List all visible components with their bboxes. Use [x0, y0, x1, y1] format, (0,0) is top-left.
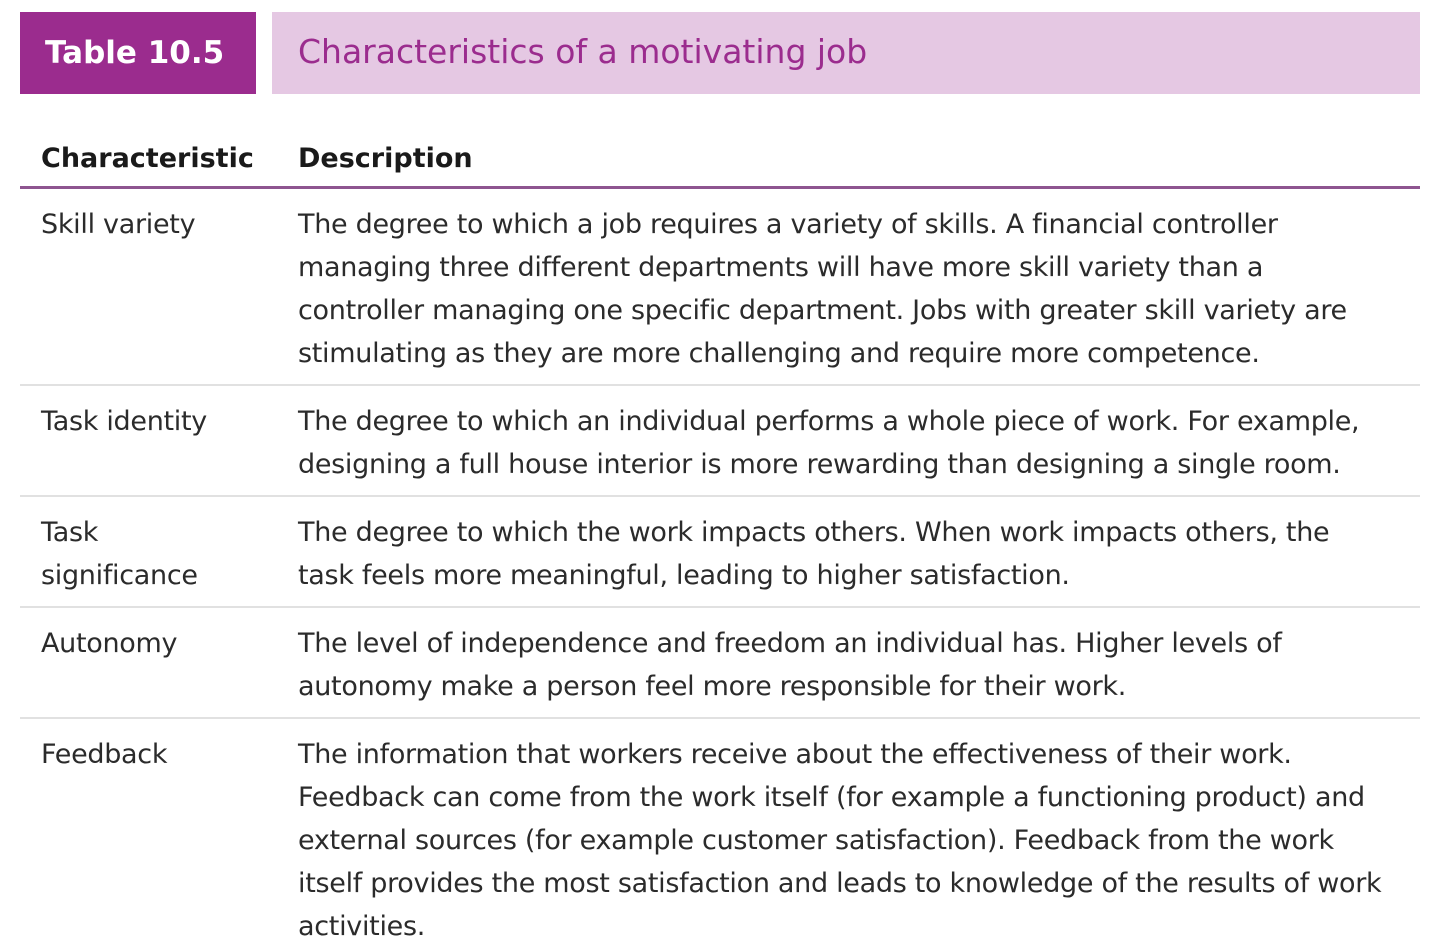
table-row — [20, 608, 1420, 719]
table-header-row — [20, 134, 1420, 189]
table-row — [20, 497, 1420, 608]
description-cell: The degree to which an individual performs a whole piece of work. For example, designing a full house interior is more rewarding than designing a single room. — [298, 406, 1360, 480]
table-row — [20, 719, 1420, 944]
description-cell: The degree to which the work impacts others. When work impacts others, the task feels more meaningful, leading to higher satisfaction. — [298, 517, 1330, 591]
table-number-label: Table 10.5 — [20, 12, 256, 94]
column-header-description: Description — [298, 143, 473, 174]
description-cell: The level of independence and freedom an individual has. Higher levels of autonomy make a person feel more responsible for their work. — [298, 628, 1282, 702]
characteristic-cell: Task significance — [41, 517, 198, 591]
characteristic-cell: Task identity — [41, 406, 207, 437]
table-title: Characteristics of a motivating job — [272, 12, 1420, 94]
table-row — [20, 386, 1420, 497]
table-row — [20, 189, 1420, 386]
characteristics-table — [20, 134, 1420, 944]
description-cell: The information that workers receive about the effectiveness of their work. Feedback can come from the work itself (for example a functioning product) and external sources (for example customer satisfaction). Feedback from the work itself provides the most satisfaction and leads to knowledge of the results of work activities. — [298, 739, 1382, 942]
characteristic-cell: Autonomy — [41, 628, 178, 659]
characteristic-cell: Skill variety — [41, 209, 196, 240]
column-header-characteristic: Characteristic — [41, 143, 254, 174]
characteristic-cell: Feedback — [41, 739, 168, 770]
description-cell: The degree to which a job requires a variety of skills. A financial controller managing three different departments will have more skill variety than a controller managing one specific department. Jobs with greater skill variety are stimulating as they are more challenging and require more competence. — [298, 209, 1347, 369]
